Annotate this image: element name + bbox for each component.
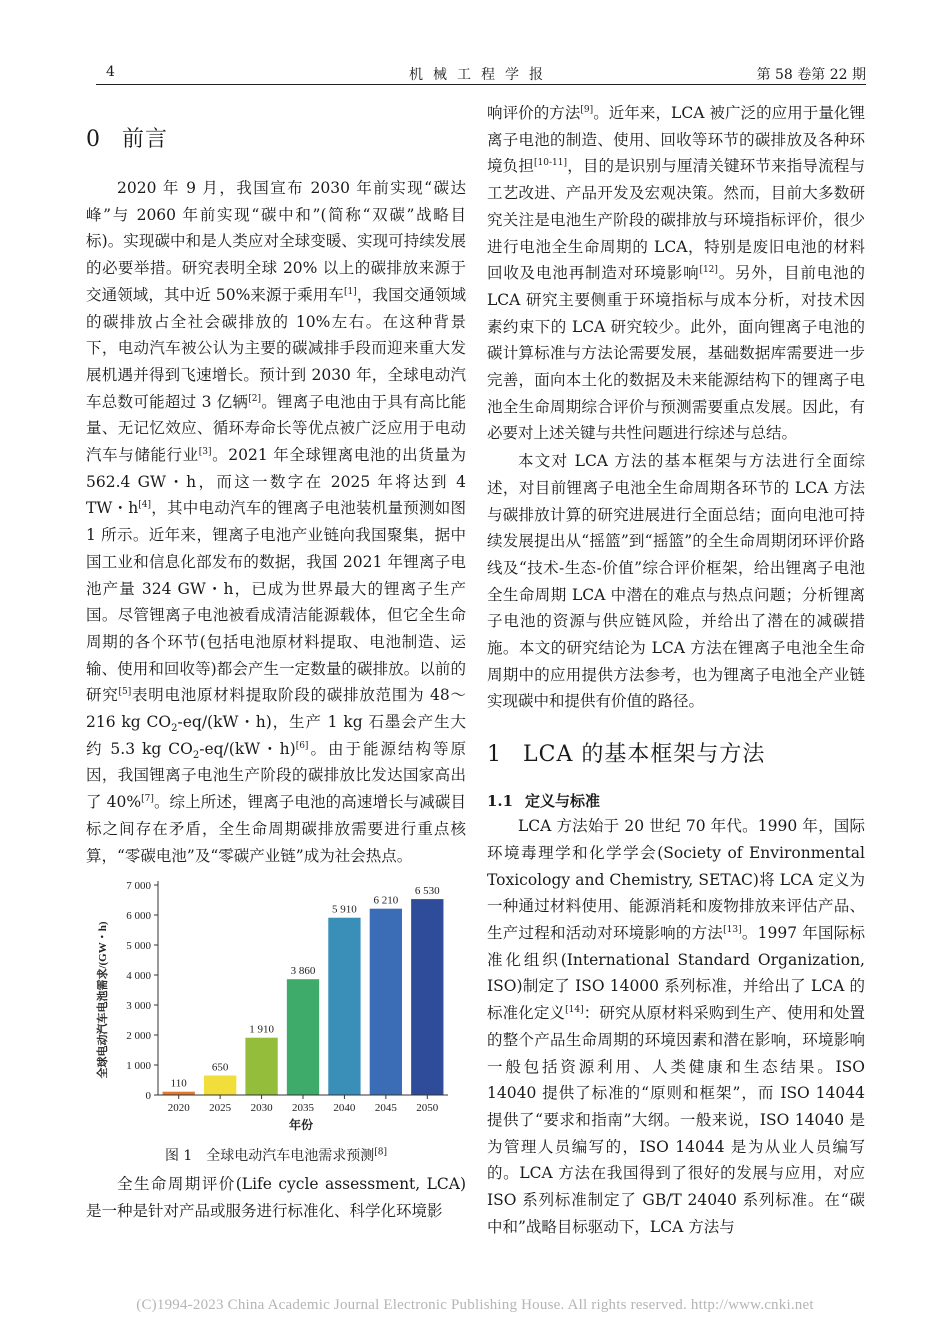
- bar-2030: [245, 1038, 277, 1095]
- figure-caption: 图 1 全球电动汽车电池需求预测[8]: [164, 1147, 388, 1165]
- citation: [7]: [141, 794, 154, 805]
- x-tick-label: 2020: [167, 1102, 190, 1115]
- x-tick-label: 2035: [292, 1102, 314, 1115]
- copyright-footer: (C)1994-2023 China Academic Journal Electronic Publishing House. All rights reserved. http://www.cnki.net: [136, 1297, 814, 1313]
- citation: [4]: [138, 500, 151, 511]
- y-axis-label: 全球电动汽车电池需求/(GW・h): [97, 921, 109, 1079]
- y-tick-label: 4 000: [126, 970, 151, 983]
- bar-value-label: 1 910: [249, 1023, 274, 1036]
- bar-value-label: 3 860: [290, 965, 316, 978]
- left-column: [86, 100, 466, 1225]
- y-tick-label: 6 000: [126, 910, 151, 923]
- citation: [12]: [699, 265, 718, 276]
- citation: [3]: [198, 446, 212, 457]
- section-1-1-paragraph: LCA 方法始于 20 世纪 70 年代。1990 年，国际环境毒理学和化学学会(Society of Environmental Toxicology and Chemistry, SETAC)将 LCA 定义为一种通过材料使用、能源消耗和废物排放来评估产品、生产过程和活动对环境影响的方法[13]。1997 年国际标准化组织(International Standard Organization, ISO)制定了 ISO 14000 系列标准，并给出了 LCA 的标准化定义[14]：研究从原材料采购到生产、使用和处置的整个产品生命周期的环境因素和潜在影响，环境影响一般包括资源利用、人类健康和生态结果。ISO 14040 提供了标准的“原则和框架”，而 ISO 14044 提供了“要求和指南”大纲。一般来说，ISO 14040 是为管理人员编写的，ISO 14044 是为从业人员编写的。LCA 方法在我国得到了很好的发展与应用，对应 ISO 系列标准制定了 GB/T 24040 系列标准。在“碳中和”战略目标驱动下，LCA 方法与: [487, 817, 865, 1236]
- x-tick-label: 2025: [209, 1102, 232, 1115]
- citation: [13]: [723, 924, 742, 935]
- x-tick-label: 2045: [374, 1102, 397, 1115]
- bar-2025: [204, 1076, 236, 1096]
- section-number: 0: [86, 127, 101, 152]
- bar-value-label: 110: [170, 1077, 187, 1090]
- intro-paragraph-1: 2020 年 9 月，我国宣布 2030 年前实现“碳达峰”与 2060 年前实现“碳中和”(简称“双碳”战略目标)。实现碳中和是人类应对全球变暖、实现可持续发展的必要举措。研究表明全球 20% 以上的碳排放来源于交通领域，其中近 50%来源于乘用车[1]，我国交通领域的碳排放占全社会碳排放的 10%左右。在这种背景下，电动汽车被公认为主要的碳减排手段而迎来重大发展机遇并得到飞速增长。预计到 2030 年，全球电动汽车总数可能超过 3 亿辆[2]。锂离子电池由于具有高比能量、无记忆效应、循环寿命长等优点被广泛应用于电动汽车与储能行业[3]。2021 年全球锂离电池的出货量为 562.4 GW・h，而这一数字在 2025 年将达到 4 TW・h[4]，其中电动汽车的锂离子电池装机量预测如图 1 所示。近年来，锂离子电池产业链向我国聚集，据中国工业和信息化部发布的数据，我国 2021 年锂离子电池产量 324 GW・h，已成为世界最大的锂离子生产国。尽管锂离子电池被看成清洁能源载体，但它全生命周期的各个环节(包括电池原材料提取、电池制造、运输、使用和回收等)都会产生一定数量的碳排放。以前的研究[5]表明电池原材料提取阶段的碳排放范围为 48～216 kg $CO_2-eq/(kW$・h)，生产 1 kg 石墨会产生大约 5.3 kg $CO_2-eq/(kW$・h)[6]。由于能源结构等原因，我国锂离子电池生产阶段的碳排放比发达国家高出了 40%[7]。综上所述，锂离子电池的高速增长与减碳目标之间存在矛盾，全生命周期碳排放需要进行重点核算，“零碳电池”及“零碳产业链”成为社会热点。: [86, 179, 466, 865]
- bar-value-label: 6 210: [373, 894, 399, 907]
- x-tick-label: 2040: [333, 1102, 356, 1115]
- intro-paragraph-2-continued: 响评价的方法[9]。近年来，LCA 被广泛的应用于量化锂离子电池的制造、使用、回收等环节的碳排放及各种环境负担[10-11]，目的是识别与厘清关键环节来指导流程与工艺改进、产品开发及宏观决策。然而，目前大多数研究关注是电池生产阶段的碳排放与环境指标评价，很少进行电池全生命周期的 LCA，特别是废旧电池的材料回收及电池再制造对环境影响[12]。另外，目前电池的 LCA 研究主要侧重于环境指标与成本分析，对技术因素约束下的 LCA 研究较少。此外，面向锂离子电池的碳计算标准与方法论需要发展，基础数据库需要进一步完善，面向本土化的数据及未来能源结构下的锂离子电池全生命周期综合评价与预测需要重点发展。因此，有必要对上述关键与共性问题进行综述与总结。: [487, 104, 865, 443]
- intro-paragraph-2: 全生命周期评价(Life cycle assessment, LCA)是一种是针对产品或服务进行标准化、科学化环境影: [86, 1175, 466, 1220]
- page-number: 4: [106, 64, 115, 80]
- citation: [5]: [118, 687, 132, 698]
- x-axis-label: 年份: [288, 1118, 314, 1133]
- bar-2045: [370, 909, 402, 1095]
- section-1-heading: [487, 737, 865, 768]
- y-tick-label: 0: [145, 1090, 151, 1103]
- y-tick-label: 1 000: [126, 1060, 151, 1073]
- bar-2050: [411, 899, 443, 1095]
- x-tick-label: 2050: [416, 1102, 439, 1115]
- section-title: 前言: [122, 127, 169, 152]
- right-column: [487, 100, 865, 1240]
- citation: [10-11]: [534, 158, 568, 169]
- bar-value-label: 6 530: [414, 885, 440, 898]
- citation: [6]: [295, 740, 309, 751]
- battery-demand-bar-chart: [86, 875, 466, 1137]
- y-tick-label: 2 000: [126, 1030, 151, 1043]
- journal-name: 机械工程学报: [409, 67, 553, 83]
- subsection-number: 1.1: [487, 792, 514, 811]
- figure-1: [86, 875, 466, 1165]
- citation: [2]: [248, 393, 261, 404]
- section-number: 1: [487, 742, 502, 768]
- intro-paragraph-3: 本文对 LCA 方法的基本框架与方法进行全面综述，对目前锂离子电池全生命周期各环节的 LCA 方法与碳排放计算的研究进展进行全面总结；面向电池可持续发展提出从“摇篮”到“摇篮”的全生命周期闭环评价路线及“技术-生态-价值”综合评价框架，给出锂离子电池全生命周期 LCA 中潜在的难点与热点问题；分析锂离子电池的资源与供应链风险，并给出了潜在的减碳措施。本文的研究结论为 LCA 方法在锂离子电池全生命周期中的应用提供方法参考，也为锂离子电池全产业链实现碳中和提供有价值的路径。: [487, 452, 865, 711]
- citation: [14]: [565, 1004, 584, 1015]
- section-title: LCA 的基本框架与方法: [523, 742, 766, 768]
- bar-value-label: 5 910: [332, 903, 357, 916]
- y-tick-label: 3 000: [126, 1000, 151, 1013]
- running-header: [96, 62, 866, 84]
- x-tick-label: 2030: [250, 1102, 273, 1115]
- subsection-1-1-heading: [487, 790, 865, 811]
- subsection-title: 定义与标准: [525, 792, 601, 811]
- y-tick-label: 7 000: [126, 880, 151, 893]
- citation: [9]: [580, 104, 594, 115]
- issue-info: 第 58 卷第 22 期: [756, 67, 866, 83]
- bar-value-label: 650: [211, 1061, 229, 1074]
- citation: [1]: [344, 286, 357, 297]
- header-rule: [96, 84, 866, 85]
- y-tick-label: 5 000: [126, 940, 151, 953]
- bar-2040: [328, 918, 360, 1095]
- bar-2035: [287, 979, 319, 1095]
- citation: [8]: [374, 1147, 388, 1158]
- section-0-heading: [86, 122, 466, 153]
